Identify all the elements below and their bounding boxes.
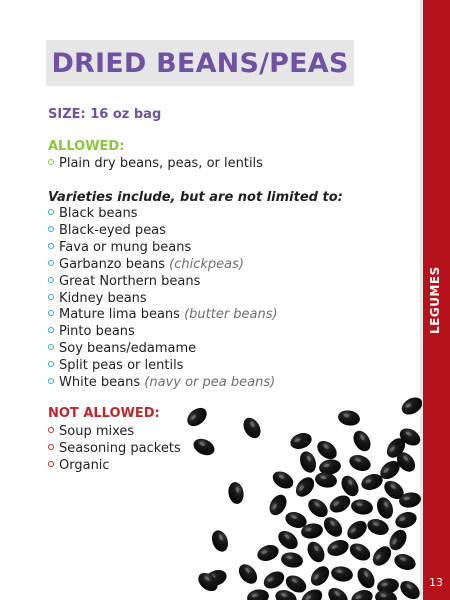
list-item-text: Pinto beans xyxy=(59,324,135,340)
section-label-text: LEGUMES xyxy=(428,266,442,334)
list-item-text: Plain dry beans, peas, or lentils xyxy=(59,156,263,171)
bean-icon xyxy=(297,449,319,475)
list-item-text: Black beans xyxy=(59,206,138,221)
list-item-note: (navy or pea beans) xyxy=(144,375,276,391)
bean-icon xyxy=(246,588,270,600)
bean-icon xyxy=(325,584,351,600)
page-number: 13 xyxy=(429,576,443,589)
list-item-note: (butter beans) xyxy=(184,307,278,323)
bean-icon xyxy=(261,568,288,592)
bean-icon xyxy=(270,468,297,492)
bean-icon xyxy=(280,551,304,570)
list-item-text: Split peas or lentils xyxy=(59,358,184,374)
bean-icon xyxy=(347,452,373,474)
bean-icon-group xyxy=(184,394,422,600)
bean-icon xyxy=(227,481,246,505)
bean-icon xyxy=(350,498,374,517)
page-title: DRIED BEANS/PEAS xyxy=(51,47,349,79)
bean-icon xyxy=(365,516,391,538)
list-item-text: Mature lima beans xyxy=(59,307,185,323)
bean-icon xyxy=(320,514,346,540)
list-item-text: Great Northern beans xyxy=(59,273,201,289)
bean-icon xyxy=(314,437,340,463)
bean-icon xyxy=(305,495,331,521)
bean-icon xyxy=(275,527,301,553)
bean-icon xyxy=(307,563,333,589)
list-item-text: Organic xyxy=(59,457,110,473)
bean-icon xyxy=(184,404,210,430)
bean-icon xyxy=(266,492,290,519)
not-allowed-heading: NOT ALLOWED: xyxy=(48,406,160,421)
bean-icon xyxy=(292,474,318,500)
bean-icon xyxy=(392,551,418,573)
bean-icon xyxy=(327,492,354,516)
list-item-text: Soy beans/edamame xyxy=(59,341,197,357)
allowed-heading: ALLOWED: xyxy=(48,139,125,154)
list-item-text: Seasoning packets xyxy=(59,440,181,456)
bean-icon xyxy=(374,495,396,521)
package-size: SIZE: 16 oz bag xyxy=(48,107,162,122)
bean-icon xyxy=(255,542,281,564)
list-item-text: Garbanzo beans xyxy=(59,256,170,272)
bean-icon xyxy=(240,415,264,442)
bean-icon xyxy=(330,565,354,584)
bean-icon xyxy=(235,561,261,587)
bean-icon xyxy=(191,436,217,459)
bean-icon xyxy=(325,537,351,559)
list-item-text: White beans xyxy=(59,375,145,391)
bean-icon xyxy=(344,517,370,543)
bean-icon xyxy=(304,539,328,566)
list-item-text: Soup mixes xyxy=(59,424,135,439)
bean-icon xyxy=(354,565,378,592)
list-item-text: Fava or mung beans xyxy=(59,239,192,255)
list-item-note: (chickpeas) xyxy=(169,256,244,272)
bean-icon xyxy=(288,430,314,452)
bean-icon xyxy=(209,528,231,554)
bean-icon xyxy=(347,540,374,564)
list-item-text: Black-eyed peas xyxy=(59,222,166,238)
bean-icon xyxy=(393,509,419,531)
bean-icon xyxy=(349,587,375,600)
bean-icon xyxy=(337,409,361,428)
bean-icon xyxy=(314,471,338,490)
varieties-heading: Varieties include, but are not limited to: xyxy=(48,190,343,205)
list-item-text: Kidney beans xyxy=(59,290,147,306)
bean-icon xyxy=(350,428,374,455)
bean-icon xyxy=(338,473,362,500)
